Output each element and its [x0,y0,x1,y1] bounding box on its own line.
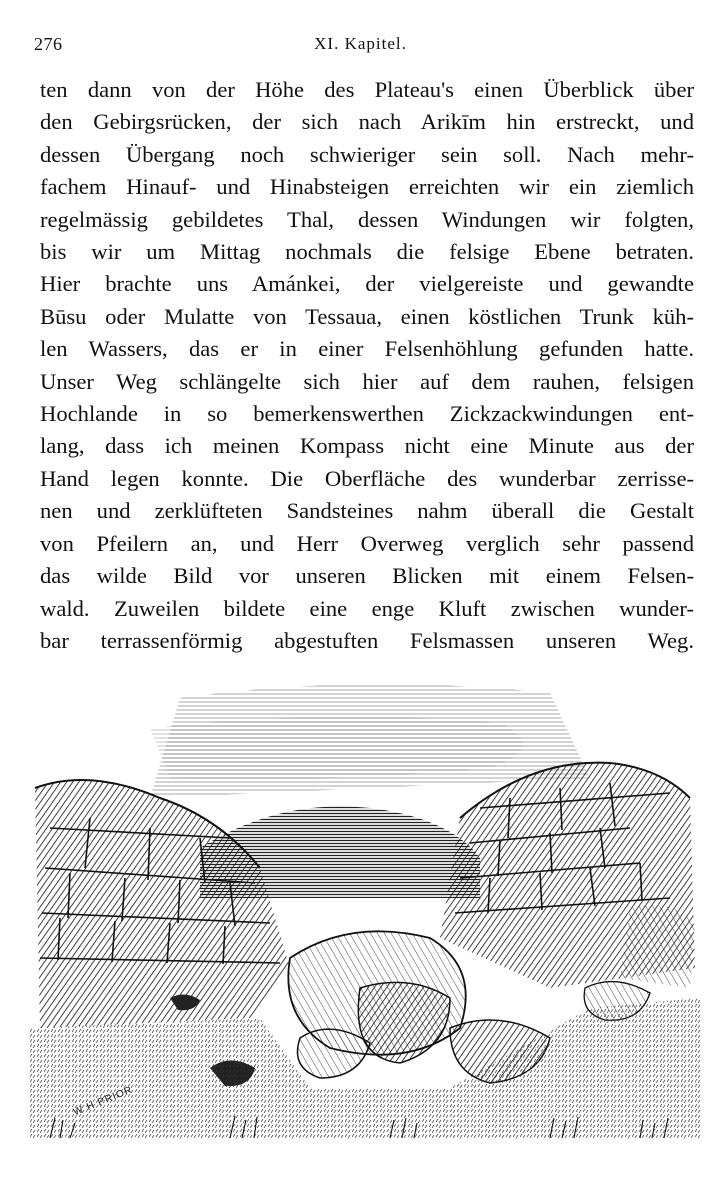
text-line-14: nen und zerklüfteten Sandsteines nahm überall die Gestalt [40,498,694,524]
text-line-1: ten dann von der Höhe des Plateau's einen Überblick über [40,77,694,102]
body-text [40,74,694,657]
text-line-16: das wilde Bild vor unseren Blicken mit einem Felsen- [40,563,694,589]
page-number: 276 [34,34,63,54]
text-line-15: von Pfeilern an, und Herr Overweg verglich sehr passend [40,530,694,556]
text-line-7: Hier brachte uns Amánkei, der vielgereiste und gewandte [40,271,694,297]
text-line-13: Hand legen konnte. Die Oberfläche des wunderbar zerrisse- [40,465,694,491]
right-rock-mass [440,763,695,988]
left-rock-mass [35,780,290,1028]
running-head: XI. Kapitel. [314,34,407,53]
text-line-18: bar terrassenförmig abgestuften Felsmassen unseren Weg. [40,627,694,653]
text-line-10: Unser Weg schlängelte sich hier auf dem rauhen, felsigen [40,368,694,394]
text-line-9: len Wassers, das er in einer Felsenhöhlung gefunden hatte. [40,336,694,362]
artist-signature: W H PRIOR [72,1084,135,1119]
text-line-5: regelmässig gebildetes Thal, dessen Windungen wir folgten, [40,206,694,232]
text-line-6: bis wir um Mittag nochmals die felsige Ebene betraten. [40,239,694,265]
text-line-3: dessen Übergang noch schwieriger sein soll. Nach mehr- [40,141,694,167]
text-line-11: Hochlande in so bemerkenswerthen Zickzackwindungen ent- [40,401,694,427]
text-line-2: den Gebirgsrücken, der sich nach Arikīm hin erstreckt, und [40,109,694,135]
text-line-12: lang, dass ich meinen Kompass nicht eine Minute aus der [40,433,694,459]
text-line-17: wald. Zuweilen bildete eine enge Kluft zwischen wunder- [40,595,694,621]
text-line-4: fachem Hinauf- und Hinabsteigen erreichten wir ein ziemlich [40,174,694,200]
text-line-8: Būsu oder Mulatte von Tessaua, einen köstlichen Trunk küh- [40,303,694,329]
